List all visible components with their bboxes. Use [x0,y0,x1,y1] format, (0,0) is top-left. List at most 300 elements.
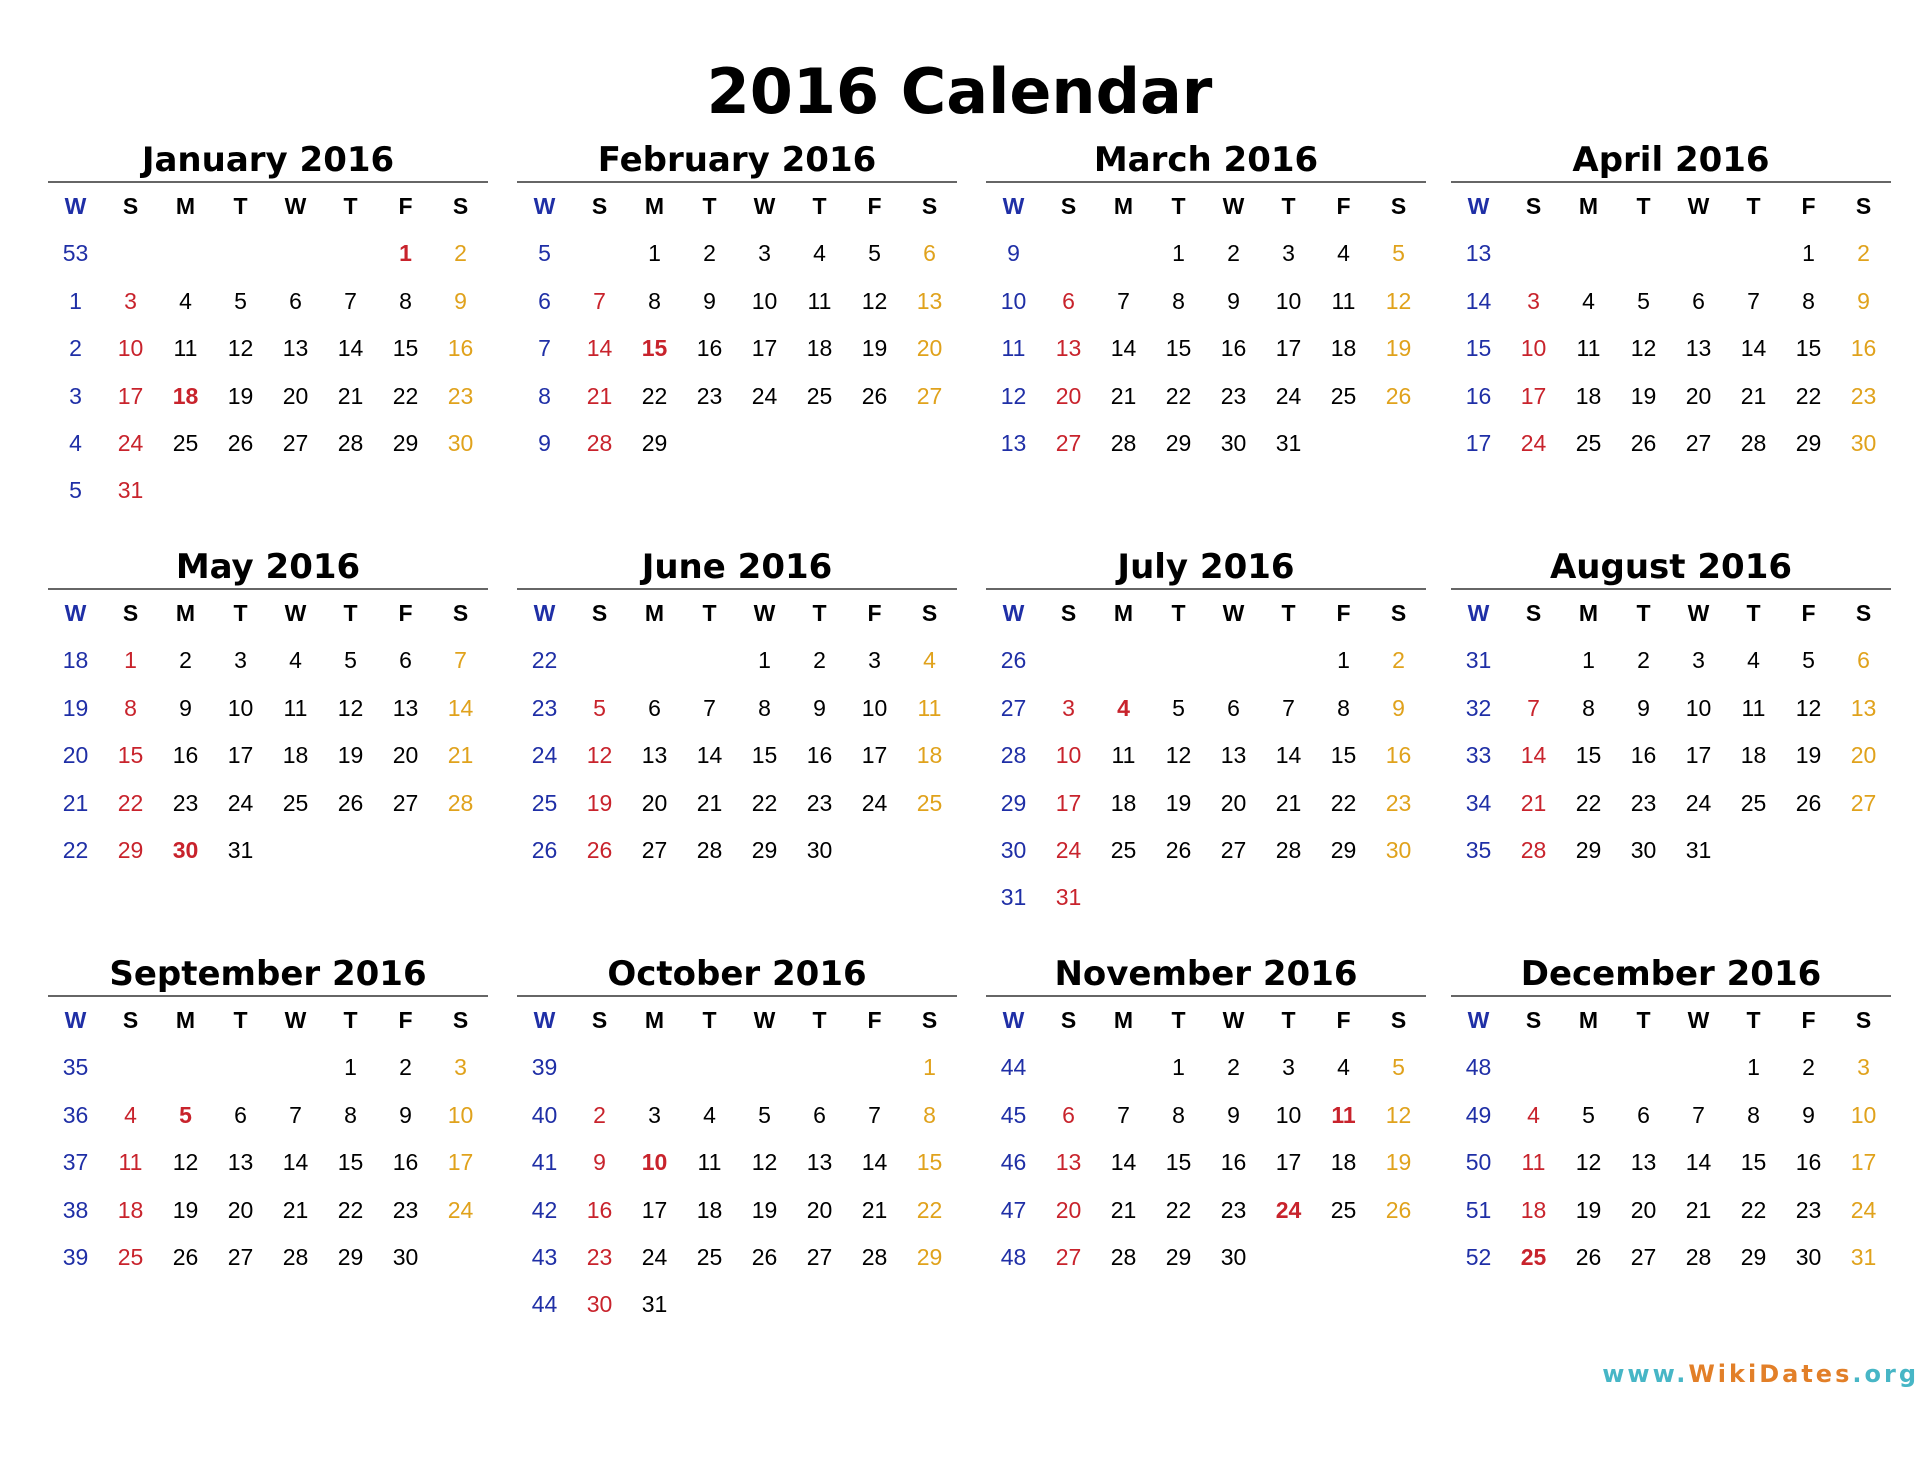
day-cell: 11 [173,335,198,362]
day-cell: 15 [392,335,419,362]
weekday-header: S [452,1007,469,1033]
weekday-header: W [1222,1007,1245,1033]
day-cell: 26 [751,1243,778,1270]
day-cell: 13 [282,335,309,362]
month-block [517,140,957,467]
empty-cell [323,827,378,874]
weekday-header: S [1390,600,1407,626]
day-cell: 9 [1227,1101,1240,1128]
day-cell: 24 [751,382,778,409]
day-cell: 13 [916,287,943,314]
day-cell: 16 [696,335,723,362]
day-cell: 25 [282,789,309,816]
day-cell: 1 [344,1054,357,1081]
month-block [517,547,957,874]
day-cell: 4 [1337,1054,1350,1081]
weekday-header: S [1390,193,1407,219]
weekday-header: T [1281,193,1296,219]
week-number: 31 [1465,647,1492,674]
day-cell: 11 [1521,1149,1546,1176]
day-cell: 27 [282,429,309,456]
day-cell: 19 [337,742,364,769]
empty-cell [1561,1044,1616,1091]
day-cell: 3 [1062,694,1075,721]
weekday-header: W [1687,600,1710,626]
day-cell: 16 [1385,742,1412,769]
week-number-header: W [64,600,87,626]
weekday-header: T [702,193,717,219]
weekday-header: S [1525,193,1542,219]
day-cell: 25 [1330,382,1357,409]
day-cell: 26 [861,382,888,409]
day-cell: 29 [916,1243,943,1270]
holiday-day-cell: 25 [1520,1243,1547,1270]
empty-cell [1371,874,1426,921]
empty-cell [158,1044,213,1091]
day-cell: 26 [1385,1196,1412,1223]
day-cell: 30 [1630,836,1657,863]
website-footer[interactable] [57,1360,1919,1388]
empty-cell [902,1281,957,1328]
empty-cell [1726,230,1781,277]
weekday-header: W [753,600,776,626]
month-title: January 2016 [48,140,488,183]
day-cell: 20 [227,1196,254,1223]
week-number-header: W [64,193,87,219]
day-cell: 28 [447,789,474,816]
empty-cell [1506,1044,1561,1091]
month-block [1451,954,1891,1281]
day-cell: 23 [392,1196,419,1223]
day-cell: 11 [1576,335,1601,362]
day-cell: 22 [1330,789,1357,816]
day-cell: 17 [1520,382,1547,409]
day-cell: 14 [861,1149,888,1176]
day-cell: 17 [1275,335,1302,362]
day-cell: 21 [586,382,613,409]
month-days-grid [1451,997,1891,1281]
day-cell: 6 [1227,694,1240,721]
day-cell: 3 [234,647,247,674]
day-cell: 17 [1055,789,1082,816]
day-cell: 8 [1172,1101,1185,1128]
month-block [986,547,1426,922]
day-cell: 19 [1165,789,1192,816]
day-cell: 3 [124,287,137,314]
day-cell: 29 [1165,1243,1192,1270]
weekday-header: T [812,1007,827,1033]
week-number: 15 [1465,335,1492,362]
day-cell: 16 [1220,335,1247,362]
day-cell: 31 [117,477,144,504]
day-cell: 23 [1795,1196,1822,1223]
weekday-header: M [1113,1007,1134,1033]
day-cell: 3 [454,1054,467,1081]
day-cell: 20 [806,1196,833,1223]
week-number: 41 [531,1149,558,1176]
day-cell: 25 [1575,429,1602,456]
month-block [48,954,488,1281]
day-cell: 1 [1582,647,1595,674]
day-cell: 9 [1392,694,1405,721]
day-cell: 3 [758,240,771,267]
weekday-header: T [1636,600,1651,626]
day-cell: 1 [1802,240,1815,267]
empty-cell [1316,420,1371,467]
day-cell: 7 [593,287,606,314]
day-cell: 31 [1850,1243,1877,1270]
day-cell: 31 [641,1291,668,1318]
empty-cell [1206,637,1261,684]
week-number: 16 [1465,382,1492,409]
day-cell: 10 [1055,742,1082,769]
day-cell: 19 [172,1196,199,1223]
empty-cell [1371,1234,1426,1281]
day-cell: 1 [1172,1054,1185,1081]
day-cell: 12 [861,287,888,314]
empty-cell [572,637,627,684]
day-cell: 2 [399,1054,412,1081]
day-cell: 5 [1582,1101,1595,1128]
day-cell: 12 [1795,694,1822,721]
day-cell: 15 [751,742,778,769]
day-cell: 17 [751,335,778,362]
weekday-header: F [398,600,413,626]
month-block [1451,140,1891,467]
empty-cell [1096,874,1151,921]
day-cell: 12 [1630,335,1657,362]
day-cell: 23 [1220,1196,1247,1223]
day-cell: 27 [806,1243,833,1270]
weekday-header: T [343,193,358,219]
day-cell: 14 [337,335,364,362]
day-cell: 21 [696,789,723,816]
day-cell: 1 [923,1054,936,1081]
weekday-header: M [1113,600,1134,626]
empty-cell [378,467,433,514]
empty-cell [847,827,902,874]
day-cell: 9 [1857,287,1870,314]
month-title: December 2016 [1451,954,1891,997]
weekday-header: W [1687,193,1710,219]
day-cell: 11 [1741,694,1766,721]
week-number: 35 [1465,836,1492,863]
week-number-header: W [1002,193,1025,219]
day-cell: 13 [806,1149,833,1176]
weekday-header: S [452,193,469,219]
empty-cell [792,1281,847,1328]
day-cell: 6 [813,1101,826,1128]
weekday-header: S [1855,1007,1872,1033]
weekday-header: F [398,1007,413,1033]
week-number: 31 [1000,884,1027,911]
day-cell: 22 [641,382,668,409]
week-number: 30 [1000,836,1027,863]
day-cell: 6 [1062,287,1075,314]
day-cell: 13 [1055,1149,1082,1176]
week-number: 28 [1000,742,1027,769]
day-cell: 16 [586,1196,613,1223]
weekday-header: M [644,193,665,219]
day-cell: 22 [916,1196,943,1223]
week-number: 37 [62,1149,89,1176]
empty-cell [103,230,158,277]
weekday-header: M [1578,193,1599,219]
month-title: June 2016 [517,547,957,590]
day-cell: 18 [1520,1196,1547,1223]
week-number: 19 [62,694,89,721]
day-cell: 8 [124,694,137,721]
day-cell: 12 [172,1149,199,1176]
day-cell: 15 [916,1149,943,1176]
day-cell: 12 [227,335,254,362]
day-cell: 28 [1275,836,1302,863]
day-cell: 14 [696,742,723,769]
holiday-day-cell: 18 [172,382,199,409]
day-cell: 10 [447,1101,474,1128]
week-number: 38 [62,1196,89,1223]
month-block [48,547,488,874]
day-cell: 2 [703,240,716,267]
day-cell: 3 [1527,287,1540,314]
day-cell: 10 [1685,694,1712,721]
day-cell: 22 [392,382,419,409]
day-cell: 9 [179,694,192,721]
day-cell: 6 [923,240,936,267]
weekday-header: T [1281,600,1296,626]
day-cell: 26 [1630,429,1657,456]
day-cell: 19 [586,789,613,816]
day-cell: 19 [1385,1149,1412,1176]
weekday-header: T [233,1007,248,1033]
empty-cell [1836,827,1891,874]
day-cell: 22 [1165,1196,1192,1223]
day-cell: 29 [117,836,144,863]
day-cell: 30 [1220,429,1247,456]
day-cell: 9 [1802,1101,1815,1128]
day-cell: 9 [454,287,467,314]
day-cell: 28 [861,1243,888,1270]
week-number: 52 [1465,1243,1492,1270]
day-cell: 6 [1637,1101,1650,1128]
week-number: 13 [1465,240,1492,267]
weekday-header: S [1060,600,1077,626]
day-cell: 23 [586,1243,613,1270]
empty-cell [1316,874,1371,921]
week-number: 22 [531,647,558,674]
week-number: 23 [531,694,558,721]
day-cell: 28 [696,836,723,863]
day-cell: 8 [1747,1101,1760,1128]
day-cell: 14 [1740,335,1767,362]
day-cell: 6 [399,647,412,674]
day-cell: 12 [337,694,364,721]
holiday-day-cell: 4 [1117,694,1130,721]
day-cell: 7 [703,694,716,721]
week-number: 7 [538,335,551,362]
day-cell: 2 [1227,1054,1240,1081]
empty-cell [323,230,378,277]
day-cell: 15 [1330,742,1357,769]
day-cell: 26 [1385,382,1412,409]
day-cell: 6 [1692,287,1705,314]
weekday-header: S [122,193,139,219]
day-cell: 18 [916,742,943,769]
weekday-header: M [1578,600,1599,626]
empty-cell [103,1044,158,1091]
day-cell: 10 [1520,335,1547,362]
day-cell: 21 [1110,382,1137,409]
week-number: 5 [538,240,551,267]
day-cell: 15 [1165,335,1192,362]
day-cell: 3 [1282,1054,1295,1081]
month-block [48,140,488,515]
day-cell: 23 [447,382,474,409]
day-cell: 15 [337,1149,364,1176]
day-cell: 10 [227,694,254,721]
weekday-header: T [343,600,358,626]
day-cell: 18 [1575,382,1602,409]
day-cell: 24 [861,789,888,816]
day-cell: 28 [1520,836,1547,863]
month-title: November 2016 [986,954,1426,997]
day-cell: 11 [1111,742,1136,769]
day-cell: 20 [1055,1196,1082,1223]
week-number: 26 [531,836,558,863]
day-cell: 13 [1630,1149,1657,1176]
weekday-header: T [1171,193,1186,219]
holiday-day-cell: 1 [399,240,412,267]
month-title: September 2016 [48,954,488,997]
month-title: February 2016 [517,140,957,183]
weekday-header: T [343,1007,358,1033]
empty-cell [1041,230,1096,277]
empty-cell [737,1281,792,1328]
day-cell: 24 [1520,429,1547,456]
week-number: 5 [69,477,82,504]
holiday-day-cell: 10 [641,1149,668,1176]
day-cell: 20 [1850,742,1877,769]
month-title: October 2016 [517,954,957,997]
weekday-header: W [284,193,307,219]
day-cell: 25 [696,1243,723,1270]
empty-cell [1261,637,1316,684]
empty-cell [268,230,323,277]
weekday-header: T [702,1007,717,1033]
day-cell: 10 [1275,1101,1302,1128]
day-cell: 26 [1165,836,1192,863]
empty-cell [792,1044,847,1091]
day-cell: 2 [1392,647,1405,674]
weekday-header: S [1060,1007,1077,1033]
day-cell: 17 [861,742,888,769]
day-cell: 26 [1795,789,1822,816]
day-cell: 1 [758,647,771,674]
day-cell: 4 [703,1101,716,1128]
day-cell: 17 [641,1196,668,1223]
day-cell: 14 [1275,742,1302,769]
empty-cell [682,1044,737,1091]
weekday-header: S [591,193,608,219]
day-cell: 17 [1275,1149,1302,1176]
empty-cell [1151,637,1206,684]
day-cell: 30 [392,1243,419,1270]
holiday-day-cell: 15 [641,335,668,362]
day-cell: 14 [1520,742,1547,769]
day-cell: 4 [289,647,302,674]
empty-cell [1726,827,1781,874]
week-number: 10 [1000,287,1027,314]
day-cell: 27 [1055,1243,1082,1270]
empty-cell [433,467,488,514]
month-block [986,140,1426,467]
month-title: May 2016 [48,547,488,590]
week-number: 17 [1465,429,1492,456]
day-cell: 3 [868,647,881,674]
day-cell: 21 [282,1196,309,1223]
day-cell: 2 [1227,240,1240,267]
day-cell: 11 [283,694,308,721]
weekday-header: F [1336,193,1351,219]
month-title: August 2016 [1451,547,1891,590]
week-number-header: W [64,1007,87,1033]
month-block [986,954,1426,1281]
weekday-header: W [1222,193,1245,219]
day-cell: 22 [1575,789,1602,816]
month-title: July 2016 [986,547,1426,590]
day-cell: 21 [1275,789,1302,816]
empty-cell [213,230,268,277]
day-cell: 7 [289,1101,302,1128]
day-cell: 4 [1337,240,1350,267]
weekday-header: W [753,193,776,219]
week-number: 42 [531,1196,558,1223]
day-cell: 2 [1857,240,1870,267]
empty-cell [213,1044,268,1091]
week-number-header: W [533,193,556,219]
day-cell: 14 [447,694,474,721]
weekday-header: W [753,1007,776,1033]
day-cell: 13 [227,1149,254,1176]
day-cell: 2 [454,240,467,267]
day-cell: 29 [337,1243,364,1270]
day-cell: 13 [1055,335,1082,362]
footer-suffix: .org [1852,1360,1919,1388]
day-cell: 7 [1117,1101,1130,1128]
day-cell: 6 [648,694,661,721]
empty-cell [682,1281,737,1328]
day-cell: 20 [1220,789,1247,816]
day-cell: 14 [1110,1149,1137,1176]
day-cell: 1 [1337,647,1350,674]
empty-cell [1506,637,1561,684]
day-cell: 31 [1275,429,1302,456]
empty-cell [1316,1234,1371,1281]
day-cell: 21 [447,742,474,769]
weekday-header: T [1171,1007,1186,1033]
month-days-grid [986,183,1426,467]
week-number: 51 [1465,1196,1492,1223]
day-cell: 24 [227,789,254,816]
empty-cell [1151,874,1206,921]
month-title: April 2016 [1451,140,1891,183]
day-cell: 9 [399,1101,412,1128]
day-cell: 10 [117,335,144,362]
empty-cell [213,467,268,514]
week-number: 11 [1001,335,1026,362]
weekday-header: T [233,193,248,219]
day-cell: 28 [1110,429,1137,456]
